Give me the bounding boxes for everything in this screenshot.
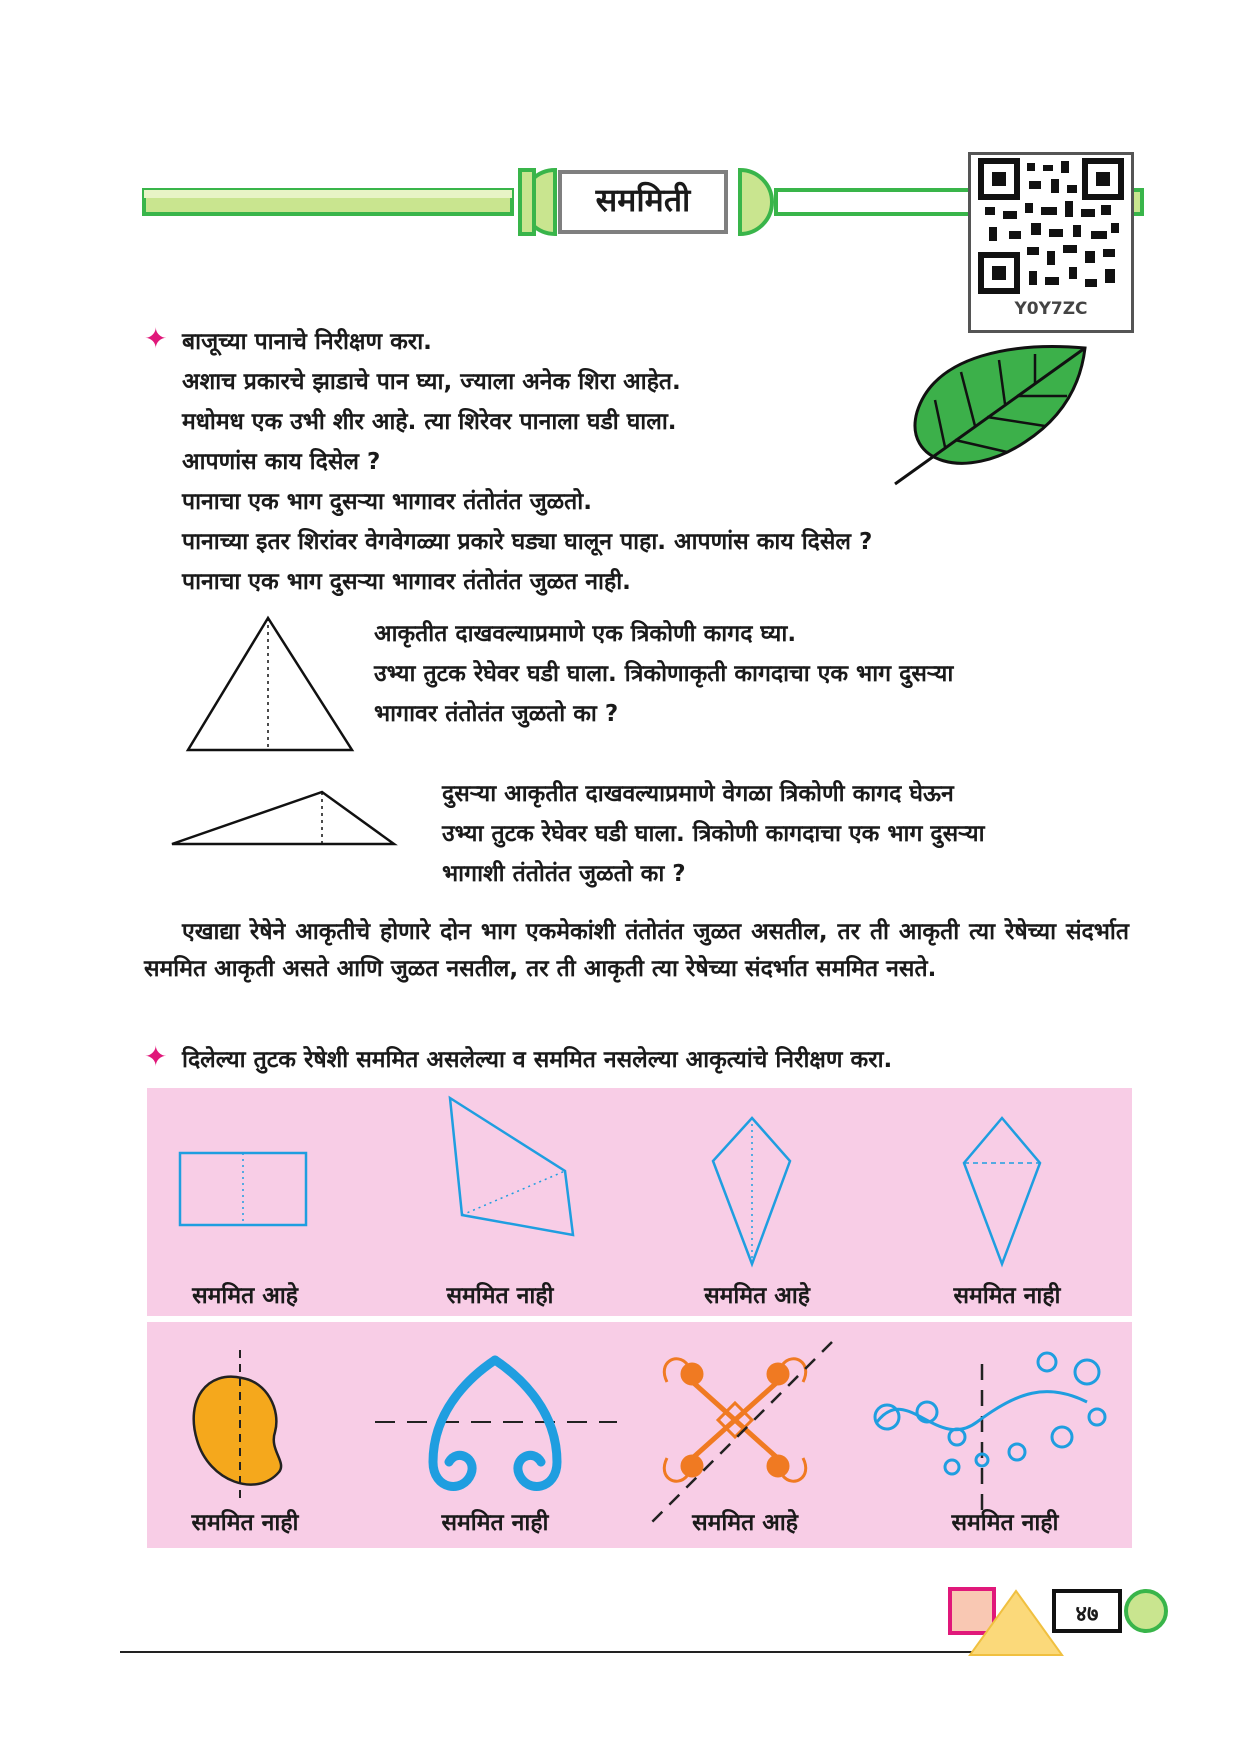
footer-rule: [120, 1651, 1000, 1653]
leaf-illustration: [895, 342, 1115, 492]
triangle2-line-3: भागाशी तंतोतंत जुळतो का ?: [442, 861, 686, 887]
triangle1-line-2: उभ्या तुटक रेघेवर घडी घाला. त्रिकोणाकृती कागदाचा एक भाग दुसऱ्या: [374, 661, 954, 687]
leaf-line-6: पानाचा एक भाग दुसऱ्या भागावर तंतोतंत जुळत नाही.: [182, 569, 631, 595]
star-bullet-icon: ✦: [144, 322, 168, 355]
symmetry-definition: एखाद्या रेषेने आकृतीचे होणारे दोन भाग एकमेकांशी तंतोतंत जुळत असतील, तर ती आकृती त्या रेषेच्या संदर्भात सममित आकृती असते आणि जुळत नसतील, तर ती आकृती त्या रेषेच्या संदर्भात सममित नसते.: [144, 919, 1129, 982]
caption-kite-vertical: सममित आहे: [704, 1283, 810, 1309]
isosceles-triangle-figure: [186, 614, 356, 754]
blue-swirl-icon: [875, 1353, 1105, 1474]
qr-code: [968, 152, 1134, 333]
instruction-leaf: बाजूच्या पानाचे निरीक्षण करा.: [182, 329, 432, 355]
page-title: सममिती: [595, 181, 691, 219]
leaf-line-4: पानाचा एक भाग दुसऱ्या भागावर तंतोतंत जुळतो.: [182, 489, 592, 515]
caption-blue-swirl: सममित नाही: [951, 1510, 1059, 1536]
triangle1-line-3: भागावर तंतोतंत जुळतो का ?: [374, 701, 619, 727]
leaf-line-5: पानाच्या इतर शिरांवर वेगवेगळ्या प्रकारे घड्या घालून पाहा. आपणांस काय दिसेल ?: [182, 529, 873, 555]
caption-kite-horizontal: सममित नाही: [953, 1283, 1061, 1309]
leaf-line-1: अशाच प्रकारचे झाडाचे पान घ्या, ज्याला अनेक शिरा आहेत.: [182, 369, 681, 395]
caption-quadrilateral: सममित नाही: [446, 1283, 554, 1309]
leaf-line-2: मधोमध एक उभी शीर आहे. त्या शिरेवर पानाला घडी घाला.: [182, 409, 677, 435]
leaf-line-3: आपणांस काय दिसेल ?: [182, 449, 381, 475]
instruction-figures: दिलेल्या तुटक रेषेशी सममित असलेल्या व सममित नसलेल्या आकृत्यांचे निरीक्षण करा.: [182, 1047, 893, 1073]
qr-pattern-icon: [981, 161, 1121, 291]
orange-motif-icon: [664, 1359, 805, 1481]
star-bullet-icon: ✦: [144, 1040, 168, 1073]
caption-mango: सममित नाही: [191, 1510, 299, 1536]
qr-code-label: Y0Y7ZC: [1014, 299, 1088, 319]
triangle2-line-2: उभ्या तुटक रेघेवर घडी घाला. त्रिकोणी कागदाचा एक भाग दुसऱ्या: [442, 821, 985, 847]
caption-rectangle: सममित आहे: [192, 1283, 298, 1309]
caption-orange-motif: सममित आहे: [692, 1510, 798, 1536]
triangle1-line-1: आकृतीत दाखवल्याप्रमाणे एक त्रिकोणी कागद घ्या.: [374, 621, 797, 647]
page-number: ४७: [1075, 1602, 1099, 1627]
caption-heart-loop: सममित नाही: [441, 1510, 549, 1536]
scalene-triangle-figure: [170, 790, 400, 850]
triangle2-line-1: दुसऱ्या आकृतीत दाखवल्याप्रमाणे वेगळा त्रिकोणी कागद घेऊन: [442, 781, 954, 807]
